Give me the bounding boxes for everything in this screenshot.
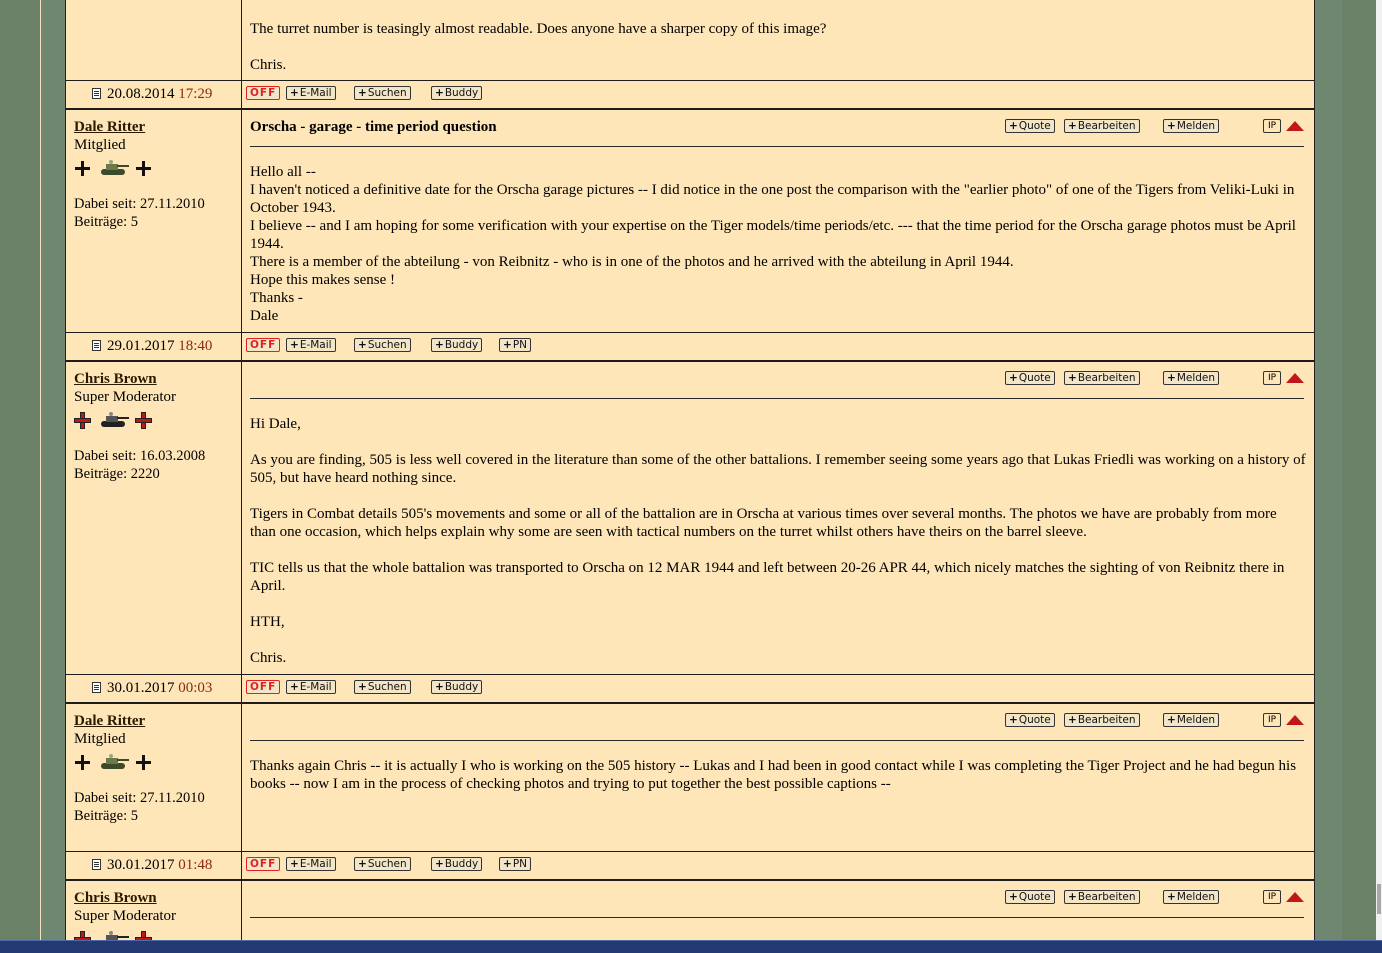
title-rule xyxy=(250,146,1304,147)
author-name-link[interactable]: Dale Ritter xyxy=(74,713,146,729)
plus-icon: + xyxy=(435,858,444,870)
email-label: E-Mail xyxy=(299,87,332,99)
email-label: E-Mail xyxy=(299,339,332,351)
post-body xyxy=(250,163,1306,325)
author-meta xyxy=(74,789,205,825)
author-joined: Dabei seit: 16.03.2008 xyxy=(74,448,206,464)
edit-label: Bearbeiten xyxy=(1077,120,1136,132)
plus-icon: + xyxy=(1068,714,1077,726)
plus-icon: + xyxy=(290,339,299,351)
title-rule xyxy=(250,398,1304,399)
plus-icon: + xyxy=(358,339,367,351)
column-divider xyxy=(241,362,242,702)
ip-button[interactable]: IP xyxy=(1263,890,1281,904)
tank-icon xyxy=(98,752,130,772)
edit-label: Bearbeiten xyxy=(1077,372,1136,384)
author-post-count: Beiträge: 2220 xyxy=(74,466,160,482)
post-time: 18:40 xyxy=(178,338,213,354)
quote-button[interactable] xyxy=(1005,371,1055,385)
post-date-value: 30.01.2017 xyxy=(107,680,175,696)
post-title: Orscha - garage - time period question xyxy=(250,119,497,135)
buddy-button[interactable] xyxy=(431,86,482,100)
post-paragraph: Chris. xyxy=(250,650,287,666)
search-label: Suchen xyxy=(367,87,407,99)
row-divider xyxy=(66,674,1314,675)
search-button[interactable] xyxy=(354,680,411,694)
iron-cross-icon xyxy=(75,755,90,770)
plus-icon: + xyxy=(290,858,299,870)
iron-cross-icon xyxy=(136,755,151,770)
buddy-label: Buddy xyxy=(444,87,479,99)
iron-cross-icon xyxy=(136,161,151,176)
vertical-scrollbar-thumb[interactable] xyxy=(1377,884,1381,914)
edit-label: Bearbeiten xyxy=(1077,891,1136,903)
search-button[interactable] xyxy=(354,338,411,352)
buddy-label: Buddy xyxy=(444,858,479,870)
post-separator xyxy=(66,702,1314,704)
edit-button[interactable] xyxy=(1064,713,1140,727)
search-label: Suchen xyxy=(367,858,407,870)
email-button[interactable] xyxy=(286,857,336,871)
post-body xyxy=(250,757,1306,811)
offline-status-button[interactable]: OFF xyxy=(246,338,280,352)
up-arrow-icon[interactable] xyxy=(1286,121,1304,131)
rank-badges xyxy=(74,752,174,774)
offline-status-button[interactable]: OFF xyxy=(246,86,280,100)
post-paragraph: TIC tells us that the whole battalion was transported to Orscha on 12 MAR 1944 and left between 20-26 APR 44, which nicely matches the sighting of von Reibnitz there in April. xyxy=(250,560,1285,594)
author-joined: Dabei seit: 27.11.2010 xyxy=(74,196,205,212)
post-body xyxy=(250,415,1306,685)
edit-button[interactable] xyxy=(1064,119,1140,133)
plus-icon: + xyxy=(1167,714,1176,726)
private-message-label: PN xyxy=(512,339,527,351)
plus-icon: + xyxy=(503,339,512,351)
email-label: E-Mail xyxy=(299,681,332,693)
author-meta xyxy=(74,447,205,483)
post-body xyxy=(250,20,1306,92)
up-arrow-icon[interactable] xyxy=(1286,373,1304,383)
plus-icon: + xyxy=(290,87,299,99)
author-post-count: Beiträge: 5 xyxy=(74,214,139,230)
post-separator xyxy=(66,360,1314,362)
plus-icon: + xyxy=(1068,891,1077,903)
iron-cross-icon xyxy=(136,932,151,940)
private-message-button[interactable] xyxy=(499,338,531,352)
plus-icon: + xyxy=(435,87,444,99)
doc-icon xyxy=(92,859,101,870)
tank-icon xyxy=(98,410,130,430)
report-button[interactable] xyxy=(1163,890,1219,904)
buddy-button[interactable] xyxy=(431,680,482,694)
offline-status-button[interactable]: OFF xyxy=(246,857,280,871)
search-button[interactable] xyxy=(354,86,411,100)
post-paragraph: Thanks again Chris -- it is actually I who is working on the 505 history -- Lukas and I had been in good contact while I was completing the Tiger Project and he had begun his books -- now I am in the process of checking photos and trying to put together the best possible captions -- xyxy=(250,758,1297,792)
post-time: 17:29 xyxy=(178,86,213,102)
report-label: Melden xyxy=(1176,372,1216,384)
buddy-button[interactable] xyxy=(431,857,482,871)
quote-button[interactable] xyxy=(1005,890,1055,904)
column-divider xyxy=(241,0,242,108)
row-divider xyxy=(66,80,1314,81)
ip-button[interactable]: IP xyxy=(1263,119,1281,133)
left-rail xyxy=(0,0,41,940)
post-paragraph: The turret number is teasingly almost readable. Does anyone have a sharper copy of this image? xyxy=(250,21,827,37)
right-rail xyxy=(1342,0,1376,940)
plus-icon: + xyxy=(1009,891,1018,903)
plus-icon: + xyxy=(1009,372,1018,384)
quote-button[interactable] xyxy=(1005,713,1055,727)
post-line: Hello all -- xyxy=(250,164,316,180)
post-line: There is a member of the abteilung - von Reibnitz - who is in one of the photos and he arrived with the abteilung in April 1944. xyxy=(250,254,1014,270)
right-rail-inner xyxy=(1313,0,1343,940)
author-rank: Mitglied xyxy=(74,137,126,153)
quote-label: Quote xyxy=(1018,372,1051,384)
email-button[interactable] xyxy=(286,338,336,352)
post-date xyxy=(92,857,212,874)
author-rank: Super Moderator xyxy=(74,908,177,924)
left-rail-inner xyxy=(41,0,65,940)
post-separator xyxy=(66,108,1314,110)
title-rule xyxy=(250,917,1304,918)
report-label: Melden xyxy=(1176,714,1216,726)
ip-button[interactable]: IP xyxy=(1263,713,1281,727)
post-separator xyxy=(66,879,1314,881)
private-message-label: PN xyxy=(512,858,527,870)
post-date-value: 30.01.2017 xyxy=(107,857,175,873)
post-line: Hope this makes sense ! xyxy=(250,272,395,288)
author-name-link[interactable]: Chris Brown xyxy=(74,371,157,387)
author-joined: Dabei seit: 27.11.2010 xyxy=(74,790,205,806)
plus-icon: + xyxy=(1009,120,1018,132)
author-meta xyxy=(74,195,205,231)
post-paragraph: Tigers in Combat details 505's movements and some or all of the battalion are in Orscha at various times over several months. The photos we have are probably from more than one occasion, which helps explain why some are seen with tactical numbers on the turret whilst others have theirs on the barrel sleeve. xyxy=(250,506,1277,540)
plus-icon: + xyxy=(358,681,367,693)
row-divider xyxy=(66,332,1314,333)
plus-icon: + xyxy=(503,858,512,870)
post-paragraph: HTH, xyxy=(250,614,285,630)
author-rank: Mitglied xyxy=(74,731,126,747)
report-button[interactable] xyxy=(1163,371,1219,385)
buddy-label: Buddy xyxy=(444,339,479,351)
column-divider xyxy=(241,704,242,879)
plus-icon: + xyxy=(1167,891,1176,903)
ip-button[interactable]: IP xyxy=(1263,371,1281,385)
plus-icon: + xyxy=(1068,372,1077,384)
plus-icon: + xyxy=(1009,714,1018,726)
author-post-count: Beiträge: 5 xyxy=(74,808,139,824)
search-label: Suchen xyxy=(367,339,407,351)
edit-button[interactable] xyxy=(1064,890,1140,904)
plus-icon: + xyxy=(290,681,299,693)
plus-icon: + xyxy=(358,858,367,870)
report-label: Melden xyxy=(1176,120,1216,132)
post-line: Thanks - xyxy=(250,290,303,306)
rank-badges xyxy=(74,929,174,940)
post-time: 00:03 xyxy=(178,680,213,696)
doc-icon xyxy=(92,88,101,99)
rank-badges xyxy=(74,158,174,180)
post-paragraph: As you are finding, 505 is less well covered in the literature than some of the other battalions. I remember seeing some years ago that Lukas Friedli was working on a history of 505, but have heard nothing since. xyxy=(250,452,1306,486)
report-button[interactable] xyxy=(1163,119,1219,133)
plus-icon: + xyxy=(435,339,444,351)
row-divider xyxy=(66,851,1314,852)
post-time: 01:48 xyxy=(178,857,213,873)
post-date xyxy=(92,86,212,103)
rank-badges xyxy=(74,410,174,432)
buddy-button[interactable] xyxy=(431,338,482,352)
vertical-scrollbar[interactable] xyxy=(1376,0,1382,940)
author-rank: Super Moderator xyxy=(74,389,177,405)
forum-thread xyxy=(65,0,1315,940)
tank-icon xyxy=(98,929,130,940)
edit-button[interactable] xyxy=(1064,371,1140,385)
buddy-label: Buddy xyxy=(444,681,479,693)
plus-icon: + xyxy=(1068,120,1077,132)
plus-icon: + xyxy=(435,681,444,693)
post-date xyxy=(92,338,212,355)
up-arrow-icon[interactable] xyxy=(1286,715,1304,725)
iron-cross-icon xyxy=(75,161,90,176)
horizontal-scrollbar[interactable] xyxy=(0,940,1382,953)
doc-icon xyxy=(92,682,101,693)
title-rule xyxy=(250,740,1304,741)
search-button[interactable] xyxy=(354,857,411,871)
post-paragraph: Chris. xyxy=(250,57,287,73)
post-line: I believe -- and I am hoping for some verification with your expertise on the Tiger models/time periods/etc. --- that the time period for the Orscha garage photos must be April 1944. xyxy=(250,218,1296,252)
iron-cross-icon xyxy=(75,413,90,428)
up-arrow-icon[interactable] xyxy=(1286,892,1304,902)
email-button[interactable] xyxy=(286,680,336,694)
column-divider xyxy=(241,110,242,360)
post-date-value: 20.08.2014 xyxy=(107,86,175,102)
plus-icon: + xyxy=(1167,120,1176,132)
author-name-link[interactable]: Dale Ritter xyxy=(74,119,146,135)
private-message-button[interactable] xyxy=(499,857,531,871)
email-label: E-Mail xyxy=(299,858,332,870)
plus-icon: + xyxy=(1167,372,1176,384)
report-label: Melden xyxy=(1176,891,1216,903)
report-button[interactable] xyxy=(1163,713,1219,727)
email-button[interactable] xyxy=(286,86,336,100)
post-paragraph: Hi Dale, xyxy=(250,416,301,432)
search-label: Suchen xyxy=(367,681,407,693)
quote-label: Quote xyxy=(1018,120,1051,132)
quote-label: Quote xyxy=(1018,714,1051,726)
post-line: Dale xyxy=(250,308,279,324)
quote-button[interactable] xyxy=(1005,119,1055,133)
offline-status-button[interactable]: OFF xyxy=(246,680,280,694)
doc-icon xyxy=(92,340,101,351)
post-line: I haven't noticed a definitive date for the Orscha garage pictures -- I did notice in the one post the comparison with the "earlier photo" of one of the Tigers from Veliki-Luki in October 1943. xyxy=(250,182,1295,216)
plus-icon: + xyxy=(358,87,367,99)
post-date-value: 29.01.2017 xyxy=(107,338,175,354)
author-name-link[interactable]: Chris Brown xyxy=(74,890,157,906)
edit-label: Bearbeiten xyxy=(1077,714,1136,726)
post-date xyxy=(92,680,212,697)
quote-label: Quote xyxy=(1018,891,1051,903)
tank-icon xyxy=(98,158,130,178)
iron-cross-icon xyxy=(75,932,90,940)
iron-cross-icon xyxy=(136,413,151,428)
column-divider xyxy=(241,881,242,940)
